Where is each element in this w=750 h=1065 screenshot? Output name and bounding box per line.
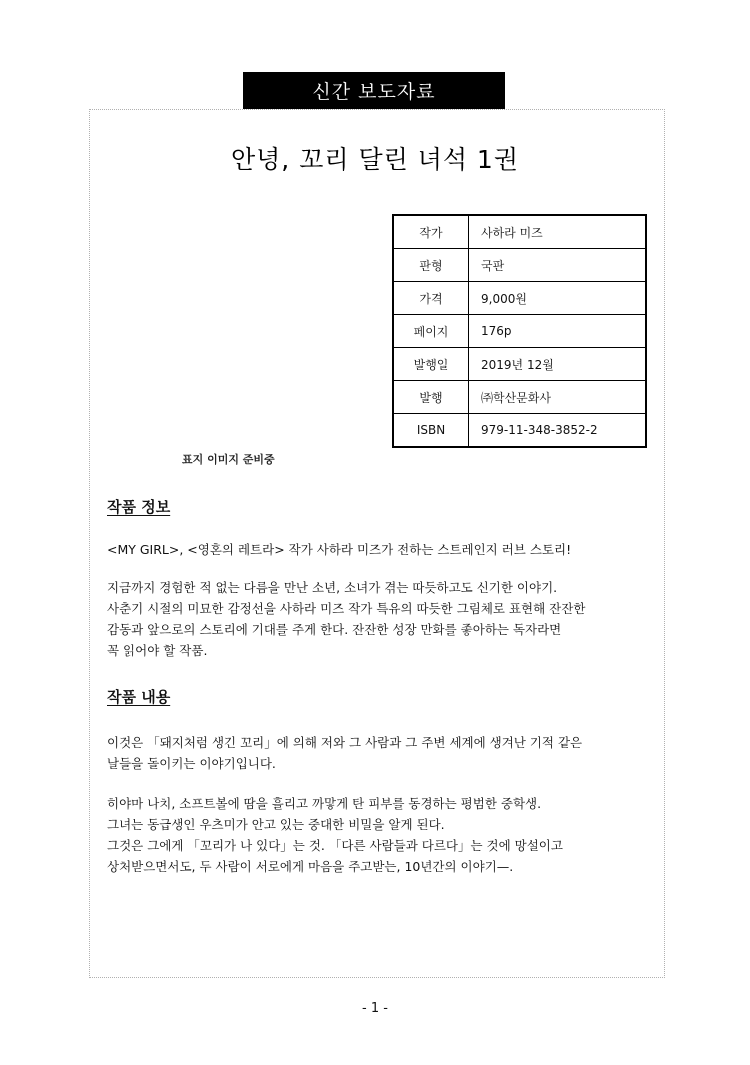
text-line: 사춘기 시절의 미묘한 감정선을 사하라 미즈 작가 특유의 따듯한 그림체로 표현해 잔잔한 — [107, 601, 586, 616]
work-content-para-2 — [107, 793, 647, 877]
work-info-headline — [107, 539, 647, 560]
text-line: 그것은 그에게 「꼬리가 나 있다」는 것. 「다른 사람들과 다르다」는 것에 망설이고 — [107, 838, 563, 853]
table-row — [393, 348, 646, 381]
info-key: 발행 — [393, 381, 469, 414]
text-line: 꼭 읽어야 할 작품. — [107, 643, 208, 658]
page-number: - 1 - — [362, 1001, 388, 1016]
info-key: 페이지 — [393, 315, 469, 348]
section-title-work-content: 작품 내용 — [107, 688, 171, 706]
info-value: 979-11-348-3852-2 — [469, 414, 647, 448]
table-row — [393, 414, 646, 448]
table-row — [393, 282, 646, 315]
book-title: 안녕, 꼬리 달린 녀석 1권 — [231, 145, 519, 174]
work-content-para-1 — [107, 732, 647, 774]
table-row — [393, 215, 646, 249]
info-value: 국판 — [469, 249, 647, 282]
table-row — [393, 381, 646, 414]
info-key: 작가 — [393, 215, 469, 249]
text-line: 그녀는 동급생인 우츠미가 안고 있는 중대한 비밀을 알게 된다. — [107, 817, 445, 832]
text-line: <MY GIRL>, <영혼의 레트라> 작가 사하라 미즈가 전하는 스트레인지 러브 스토리! — [107, 542, 572, 557]
text-line: 히야마 나치, 소프트볼에 땀을 흘리고 까맣게 탄 피부를 동경하는 평범한 중학생. — [107, 796, 542, 811]
info-value: ㈜학산문화사 — [469, 381, 647, 414]
info-value: 176p — [469, 315, 647, 348]
info-value: 9,000원 — [469, 282, 647, 315]
table-row — [393, 249, 646, 282]
work-info-body — [107, 577, 647, 661]
info-key: 가격 — [393, 282, 469, 315]
info-value: 2019년 12월 — [469, 348, 647, 381]
info-value: 사하라 미즈 — [469, 215, 647, 249]
table-row — [393, 315, 646, 348]
text-line: 이것은 「돼지처럼 생긴 꼬리」에 의해 저와 그 사람과 그 주변 세계에 생겨난 기적 같은 — [107, 735, 583, 750]
info-key: 발행일 — [393, 348, 469, 381]
book-info-table — [392, 214, 647, 448]
cover-image-placeholder-caption: 표지 이미지 준비중 — [182, 453, 275, 466]
press-release-header — [243, 72, 505, 109]
info-key: ISBN — [393, 414, 469, 448]
text-line: 지금까지 경험한 적 없는 다름을 만난 소년, 소녀가 겪는 따듯하고도 신기한 이야기. — [107, 580, 558, 595]
header-label: 신간 보도자료 — [312, 81, 436, 103]
text-line: 날들을 돌이키는 이야기입니다. — [107, 756, 276, 771]
text-line: 감동과 앞으로의 스토리에 기대를 주게 한다. 잔잔한 성장 만화를 좋아하는 독자라면 — [107, 622, 562, 637]
text-line: 상처받으면서도, 두 사람이 서로에게 마음을 주고받는, 10년간의 이야기—. — [107, 859, 514, 874]
info-key: 판형 — [393, 249, 469, 282]
section-title-work-info: 작품 정보 — [107, 498, 171, 516]
